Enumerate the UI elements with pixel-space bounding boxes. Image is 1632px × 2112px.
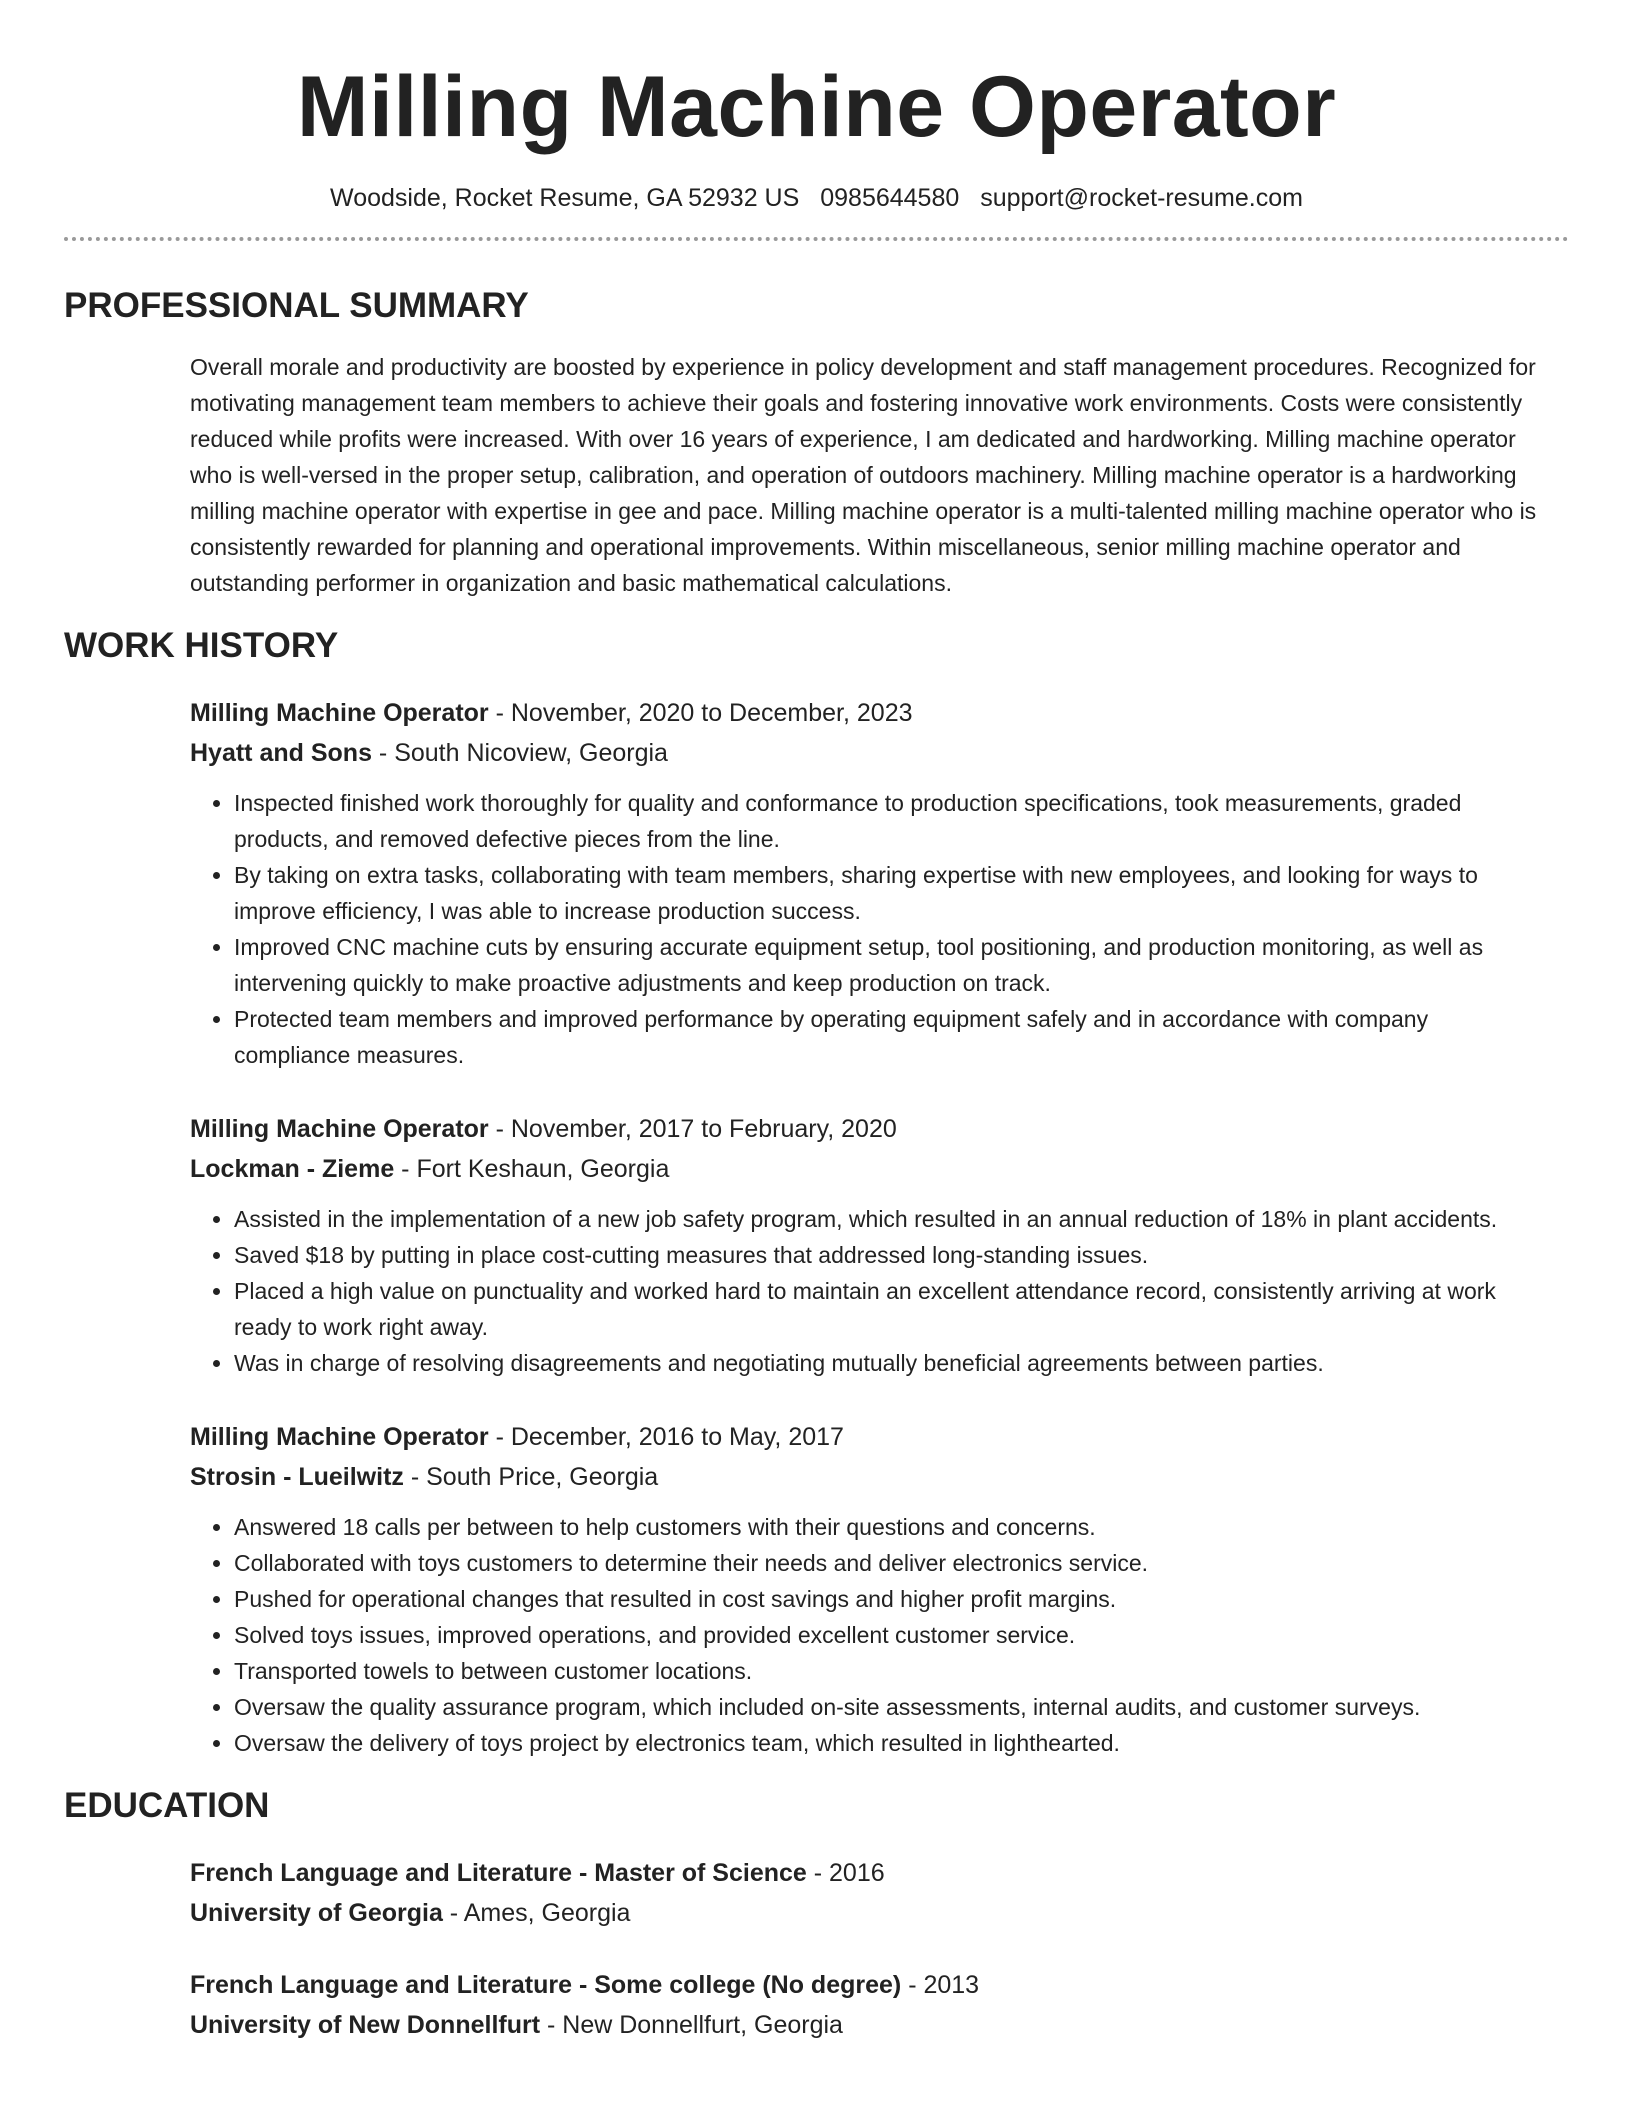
job-title-line <box>190 1417 1549 1457</box>
job-bullet: • Inspected finished work thoroughly for quality and conformance to production specifications, took measurements, graded products, and removed defective pieces from the line. <box>234 785 1549 857</box>
job-bullet: • By taking on extra tasks, collaborating with team members, sharing expertise with new employees, and looking for ways to improve efficiency, I was able to increase production success. <box>234 857 1549 929</box>
job-dates: - December, 2016 to May, 2017 <box>488 1423 844 1451</box>
education-location: - New Donnellfurt, Georgia <box>540 2011 843 2039</box>
job-location: - Fort Keshaun, Georgia <box>394 1155 670 1183</box>
job-dates: - November, 2017 to February, 2020 <box>488 1115 897 1143</box>
education-year: - 2016 <box>806 1859 885 1887</box>
education-entry <box>190 1853 1549 1933</box>
job-bullet: • Was in charge of resolving disagreements and negotiating mutually beneficial agreements between parties. <box>234 1345 1549 1381</box>
resume-page <box>64 0 1569 2045</box>
education-degree-line <box>190 1965 1549 2005</box>
job-role: Milling Machine Operator <box>190 1423 489 1451</box>
contact-line <box>64 184 1569 213</box>
education-school-line <box>190 1893 1549 1933</box>
job-company: Hyatt and Sons <box>190 739 372 767</box>
education-school: University of Georgia <box>190 1899 443 1927</box>
job-bullet: • Oversaw the delivery of toys project by electronics team, which resulted in lighthearted. <box>234 1725 1549 1761</box>
job-bullet: • Answered 18 calls per between to help customers with their questions and concerns. <box>234 1509 1549 1545</box>
contact-email: support@rocket-resume.com <box>980 184 1303 212</box>
job-bullet: • Pushed for operational changes that resulted in cost savings and higher profit margins. <box>234 1581 1549 1617</box>
education-degree-line <box>190 1853 1549 1893</box>
job-entry <box>190 693 1549 1073</box>
education-degree: French Language and Literature - Master of Science <box>190 1859 807 1887</box>
job-entry <box>190 1417 1549 1761</box>
job-location: - South Nicoview, Georgia <box>371 739 668 767</box>
job-company: Strosin - Lueilwitz <box>190 1463 404 1491</box>
contact-address: Woodside, Rocket Resume, GA 52932 US <box>330 184 800 212</box>
job-title-line <box>190 693 1549 733</box>
education-heading: EDUCATION <box>64 1786 270 1825</box>
education-degree: French Language and Literature - Some college (No degree) <box>190 1971 902 1999</box>
job-dates: - November, 2020 to December, 2023 <box>488 699 913 727</box>
job-bullet: • Protected team members and improved performance by operating equipment safely and in accordance with company compliance measures. <box>234 1001 1549 1073</box>
education-school: University of New Donnellfurt <box>190 2011 541 2039</box>
contact-phone: 0985644580 <box>820 184 960 212</box>
education-school-line <box>190 2005 1549 2045</box>
job-entry <box>190 1109 1549 1381</box>
job-bullets <box>190 1201 1549 1381</box>
resume-name: Milling Machine Operator <box>296 59 1337 155</box>
education-location: - Ames, Georgia <box>442 1899 631 1927</box>
job-bullet: • Assisted in the implementation of a new job safety program, which resulted in an annual reduction of 18% in plant accidents. <box>234 1201 1549 1237</box>
job-bullets <box>190 785 1549 1073</box>
job-bullet: • Oversaw the quality assurance program, which included on-site assessments, internal audits, and customer surveys. <box>234 1689 1549 1725</box>
job-role: Milling Machine Operator <box>190 1115 489 1143</box>
job-bullet: • Solved toys issues, improved operations, and provided excellent customer service. <box>234 1617 1549 1653</box>
work-history-heading: WORK HISTORY <box>64 626 339 665</box>
summary-text: Overall morale and productivity are boosted by experience in policy development and staff management procedures. Recognized for motivating management team members to achieve their goals and fostering innovative work environments. Costs were consistently reduced while profits were increased. With over 16 years of experience, I am dedicated and hardworking. Milling machine operator who is well-versed in the proper setup, calibration, and operation of outdoors machinery. Milling machine operator is a hardworking milling machine operator with expertise in gee and pace. Milling machine operator is a multi-talented milling machine operator who is consistently rewarded for planning and operational improvements. Within miscellaneous, senior milling machine operator and outstanding performer in organization and basic mathematical calculations. <box>190 354 1537 596</box>
education-year: - 2013 <box>901 1971 980 1999</box>
job-bullets <box>190 1509 1549 1761</box>
job-bullet: • Collaborated with toys customers to determine their needs and deliver electronics service. <box>234 1545 1549 1581</box>
job-bullet: • Transported towels to between customer locations. <box>234 1653 1549 1689</box>
job-location: - South Price, Georgia <box>403 1463 659 1491</box>
job-bullet: • Improved CNC machine cuts by ensuring accurate equipment setup, tool positioning, and production monitoring, as well as intervening quickly to make proactive adjustments and keep production on track. <box>234 929 1549 1001</box>
job-bullet: • Placed a high value on punctuality and worked hard to maintain an excellent attendance record, consistently arriving at work ready to work right away. <box>234 1273 1549 1345</box>
job-company-line <box>190 733 1549 773</box>
summary-heading: PROFESSIONAL SUMMARY <box>64 286 529 325</box>
job-company-line <box>190 1149 1549 1189</box>
job-company: Lockman - Zieme <box>190 1155 395 1183</box>
job-company-line <box>190 1457 1549 1497</box>
education-entry <box>190 1965 1549 2045</box>
job-title-line <box>190 1109 1549 1149</box>
job-bullet: • Saved $18 by putting in place cost-cutting measures that addressed long-standing issues. <box>234 1237 1549 1273</box>
header-divider <box>64 237 1569 241</box>
job-role: Milling Machine Operator <box>190 699 489 727</box>
